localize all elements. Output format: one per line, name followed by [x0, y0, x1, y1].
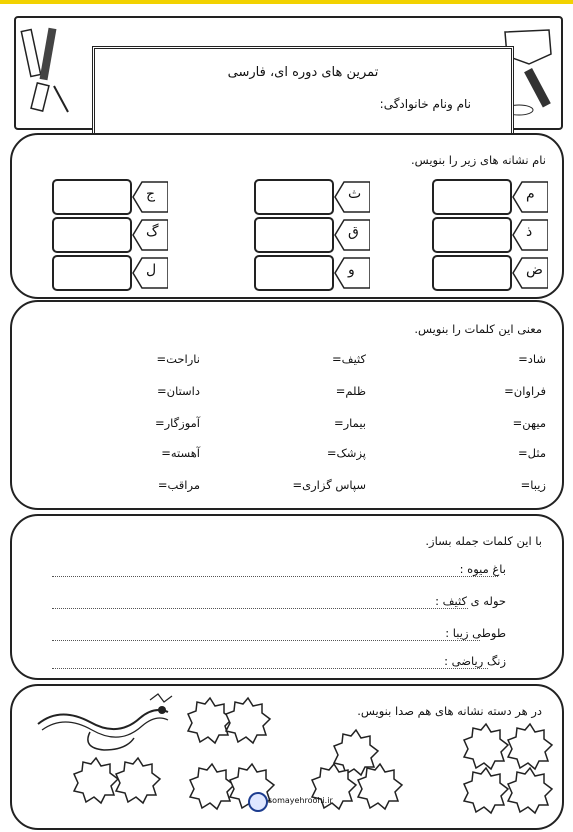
watermark-site: somayehroohi.ir	[268, 796, 333, 805]
word-item: شاد=	[518, 352, 546, 366]
letter: م	[526, 186, 535, 202]
answer-box[interactable]	[254, 179, 334, 215]
letter-tile	[52, 255, 168, 291]
letter-tag	[132, 219, 168, 251]
letter-tile	[432, 217, 548, 253]
answer-box[interactable]	[432, 217, 512, 253]
letter: گ	[146, 224, 159, 240]
star-bubbles[interactable]	[12, 686, 562, 828]
letter-tile	[254, 217, 370, 253]
answer-box[interactable]	[52, 217, 132, 253]
answer-line[interactable]	[52, 576, 498, 577]
letters-instruction: نام نشانه های زیر را بنویس.	[411, 153, 546, 167]
answer-line[interactable]	[52, 608, 468, 609]
answer-box[interactable]	[52, 255, 132, 291]
letter-tag	[334, 181, 370, 213]
sentences-section	[10, 514, 564, 680]
word-item: مراقب=	[157, 478, 200, 492]
answer-line[interactable]	[52, 668, 488, 669]
answer-box[interactable]	[52, 179, 132, 215]
word-item: پزشک=	[326, 446, 366, 460]
letter: و	[348, 262, 355, 278]
word-item: آهسته=	[161, 446, 200, 460]
letter-tag	[512, 219, 548, 251]
word-item: بیمار=	[333, 416, 366, 430]
page-title: تمرین های دوره ای، فارسی	[227, 65, 379, 80]
word-item: فراوان=	[504, 384, 546, 398]
letter-tile	[432, 255, 548, 291]
letter-tile	[254, 179, 370, 215]
sentences-instruction: با این کلمات جمله بساز.	[425, 534, 542, 548]
sentence-word: حوله ی کثیف :	[435, 594, 506, 608]
letter-tile	[52, 217, 168, 253]
word-item: داستان=	[156, 384, 200, 398]
letters-section	[10, 133, 564, 299]
sentence-word: زنگ ریاضی :	[444, 654, 506, 668]
letter: ض	[526, 262, 543, 278]
site-logo-icon	[248, 792, 268, 812]
header-frame	[14, 16, 563, 130]
sounds-instruction: در هر دسته نشانه های هم صدا بنویس.	[357, 704, 542, 718]
letter-tag	[512, 257, 548, 289]
word-item: کثیف=	[332, 352, 366, 366]
sentence-word: باغ میوه :	[459, 562, 506, 576]
letter: ث	[348, 186, 362, 202]
answer-box[interactable]	[432, 255, 512, 291]
answer-box[interactable]	[432, 179, 512, 215]
word-item: سپاس گزاری=	[292, 478, 366, 492]
sounds-section	[10, 684, 564, 830]
word-item: آموزگار=	[154, 416, 200, 430]
answer-box[interactable]	[254, 217, 334, 253]
letter: ذ	[526, 224, 533, 240]
name-field-label: نام ونام خانوادگی:	[379, 97, 471, 111]
sentence-word: طوطی زیبا :	[445, 626, 506, 640]
meanings-section	[10, 300, 564, 510]
pencil-ruler-icon	[20, 26, 76, 118]
answer-line[interactable]	[52, 640, 480, 641]
letter-tile	[432, 179, 548, 215]
letter-tag	[132, 181, 168, 213]
answer-box[interactable]	[254, 255, 334, 291]
word-item: ظلم=	[335, 384, 366, 398]
letter-tile	[52, 179, 168, 215]
letter: ل	[146, 262, 157, 278]
word-item: ناراحت=	[156, 352, 200, 366]
meanings-instruction: معنی این کلمات را بنویس.	[414, 322, 542, 336]
letter-tag	[132, 257, 168, 289]
letter-tile	[254, 255, 370, 291]
letter-tag	[512, 181, 548, 213]
word-item: میهن=	[512, 416, 546, 430]
top-color-bar	[0, 0, 573, 4]
word-item: زیبا=	[520, 478, 546, 492]
letter: ق	[348, 224, 359, 240]
title-board	[92, 46, 514, 136]
letter-tag	[334, 257, 370, 289]
word-item: مثل=	[518, 446, 546, 460]
letter-tag	[334, 219, 370, 251]
letter: ج	[146, 186, 156, 202]
